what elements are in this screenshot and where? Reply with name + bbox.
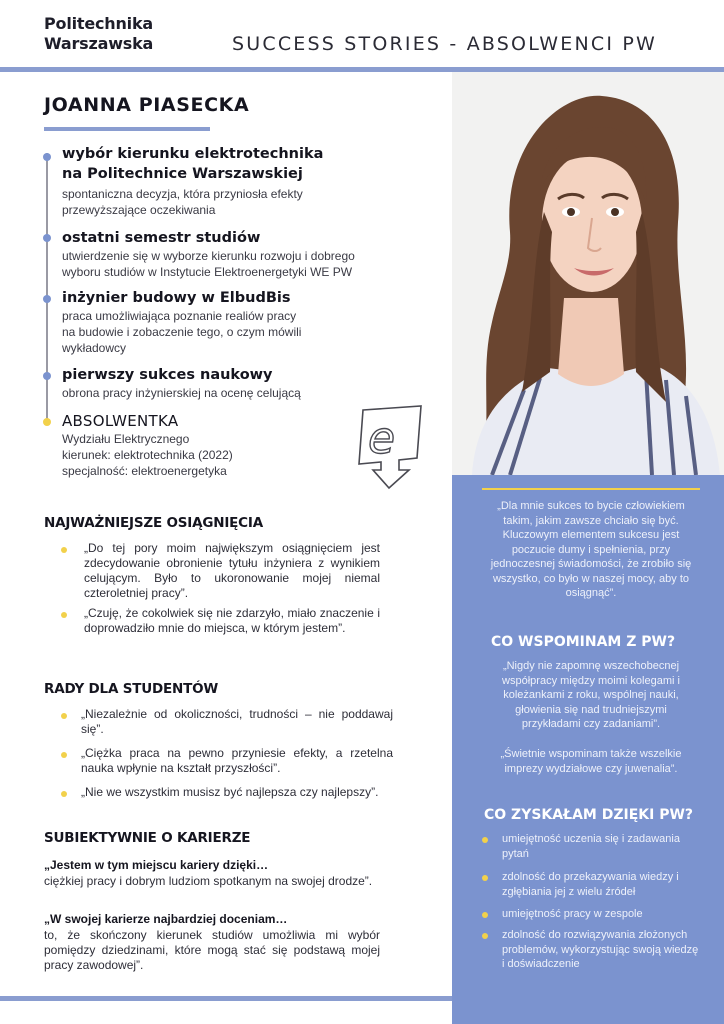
- gains-bullet: [482, 875, 488, 881]
- memories-heading: CO WSPOMINAM Z PW?: [491, 634, 676, 650]
- quote-divider: [482, 488, 700, 490]
- name-underline: [44, 127, 210, 131]
- timeline-item-desc: wykładowcy: [62, 341, 127, 355]
- timeline-item-title: inżynier budowy w ElbudBis: [62, 290, 291, 306]
- timeline-item-desc: spontaniczna decyzja, która przyniosła efekty: [62, 187, 303, 201]
- bottom-divider: [0, 996, 452, 1001]
- achievement-item: „Czuję, że cokolwiek się nie zdarzyło, miało znaczenie i doprowadziło mnie do miejsca, w którym jestem”.: [84, 606, 380, 635]
- timeline-line: [46, 153, 48, 423]
- advice-bullet: [61, 791, 67, 797]
- timeline-dot-graduate: [43, 418, 51, 426]
- timeline-item-desc: praca umożliwiająca poznanie realiów pracy: [62, 309, 297, 323]
- success-quote: „Dla mnie sukces to bycie człowiekiem takim, jakim zawsze chciało się być. Kluczowym elementem sukcesu jest poczucie dumy i spełnienia, przy jednoczesnej świadomości, że zrobiło się wszystko, co było w naszej mocy, aby to osiągnąć”.: [490, 500, 692, 599]
- achievement-item: „Do tej pory moim największym osiągnięciem jest zdecydowanie obronienie tytułu inżyniera z wynikiem celującym. Było to ukoronowanie mojej niemal czteroletniej pracy”.: [84, 541, 380, 600]
- career-heading: SUBIEKTYWNIE O KARIERZE: [44, 830, 251, 846]
- timeline-dot: [43, 153, 51, 161]
- advice-item: „Niezależnie od okoliczności, trudności – nie poddawaj się”.: [81, 707, 393, 736]
- gains-bullet: [482, 912, 488, 918]
- profile-photo: [452, 72, 724, 475]
- timeline-item-title: pierwszy sukces naukowy: [62, 367, 273, 383]
- career-answer-1: ciężkiej pracy i dobrym ludziom spotkanym na swojej drodze”.: [44, 874, 373, 888]
- faculty-logo-letter: e: [368, 413, 396, 464]
- logo-line-1: Politechnika: [44, 14, 153, 33]
- logo-line-2: Warszawska: [44, 34, 154, 53]
- gains-item: umiejętność uczenia się i zadawania pytań: [502, 833, 680, 860]
- timeline-item-desc: wyboru studiów w Instytucie Elektroenergetyki WE PW: [62, 265, 353, 279]
- graduate-specialty: specjalność: elektroenergetyka: [62, 464, 227, 478]
- gains-item: zdolność do rozwiązywania złożonych problemów, wykorzystując swoją wiedzę i doświadczenie: [502, 929, 699, 970]
- achievement-bullet: [61, 547, 67, 553]
- timeline-item-desc: na budowie i zobaczenie tego, o czym mówili: [62, 325, 302, 339]
- timeline-item-title: na Politechnice Warszawskiej: [62, 166, 303, 182]
- gains-item: zdolność do przekazywania wiedzy i zgłębiania jej z wielu źródeł: [502, 871, 679, 898]
- university-logo: [44, 14, 153, 54]
- timeline-item-desc: obrona pracy inżynierskiej na ocenę celującą: [62, 386, 301, 400]
- gains-bullet: [482, 933, 488, 939]
- timeline-item-title: wybór kierunku elektrotechnika: [62, 146, 324, 162]
- career-question-1: „Jestem w tym miejscu kariery dzięki…: [44, 858, 269, 872]
- gains-bullet: [482, 837, 488, 843]
- career-question-2: „W swojej karierze najbardziej doceniam…: [44, 912, 288, 926]
- profile-name: JOANNA PIASECKA: [44, 94, 250, 116]
- advice-heading: RADY DLA STUDENTÓW: [44, 681, 219, 697]
- memories-text-1: „Nigdy nie zapomnę wszechobecnej współpracy między moimi kolegami i koleżankami z roku, wspólnej nauki, głowienia się nad trudniejszymi przykładami czy zadaniami”.: [502, 660, 680, 730]
- achievements-heading: NAJWAŻNIEJSZE OSIĄGNIĘCIA: [44, 515, 263, 531]
- gains-heading: CO ZYSKAŁAM DZIĘKI PW?: [484, 807, 694, 823]
- timeline-dot: [43, 234, 51, 242]
- faculty-e-logo-icon: [355, 404, 427, 490]
- page-title: SUCCESS STORIES - ABSOLWENCI PW: [232, 33, 658, 55]
- achievement-bullet: [61, 612, 67, 618]
- timeline-dot: [43, 295, 51, 303]
- graduate-field: kierunek: elektrotechnika (2022): [62, 448, 233, 462]
- portrait-illustration: [452, 72, 724, 475]
- advice-item: „Nie we wszystkim musisz być najlepsza czy najlepszy”.: [81, 785, 379, 799]
- graduate-faculty: Wydziału Elektrycznego: [62, 432, 190, 446]
- timeline-item-desc: przewyższające oczekiwania: [62, 203, 216, 217]
- advice-bullet: [61, 752, 67, 758]
- graduate-title: ABSOLWENTKA: [62, 412, 179, 430]
- timeline-item-title: ostatni semestr studiów: [62, 230, 261, 246]
- advice-bullet: [61, 713, 67, 719]
- career-answer-2: to, że skończony kierunek studiów umożliwia mi wybór pomiędzy dziedzinami, które mogą stać się podstawą mojej pracy zawodowej”.: [44, 928, 380, 972]
- gains-item: umiejętność pracy w zespole: [502, 908, 643, 920]
- timeline-item-desc: utwierdzenie się w wyborze kierunku rozwoju i dobrego: [62, 249, 355, 263]
- advice-item: „Ciężka praca na pewno przyniesie efekty, a rzetelna nauka wpłynie na kształt przyszłości”.: [81, 746, 393, 775]
- timeline-dot: [43, 372, 51, 380]
- memories-text-2: „Świetnie wspominam także wszelkie imprezy wydziałowe czy juwenalia”.: [500, 748, 682, 775]
